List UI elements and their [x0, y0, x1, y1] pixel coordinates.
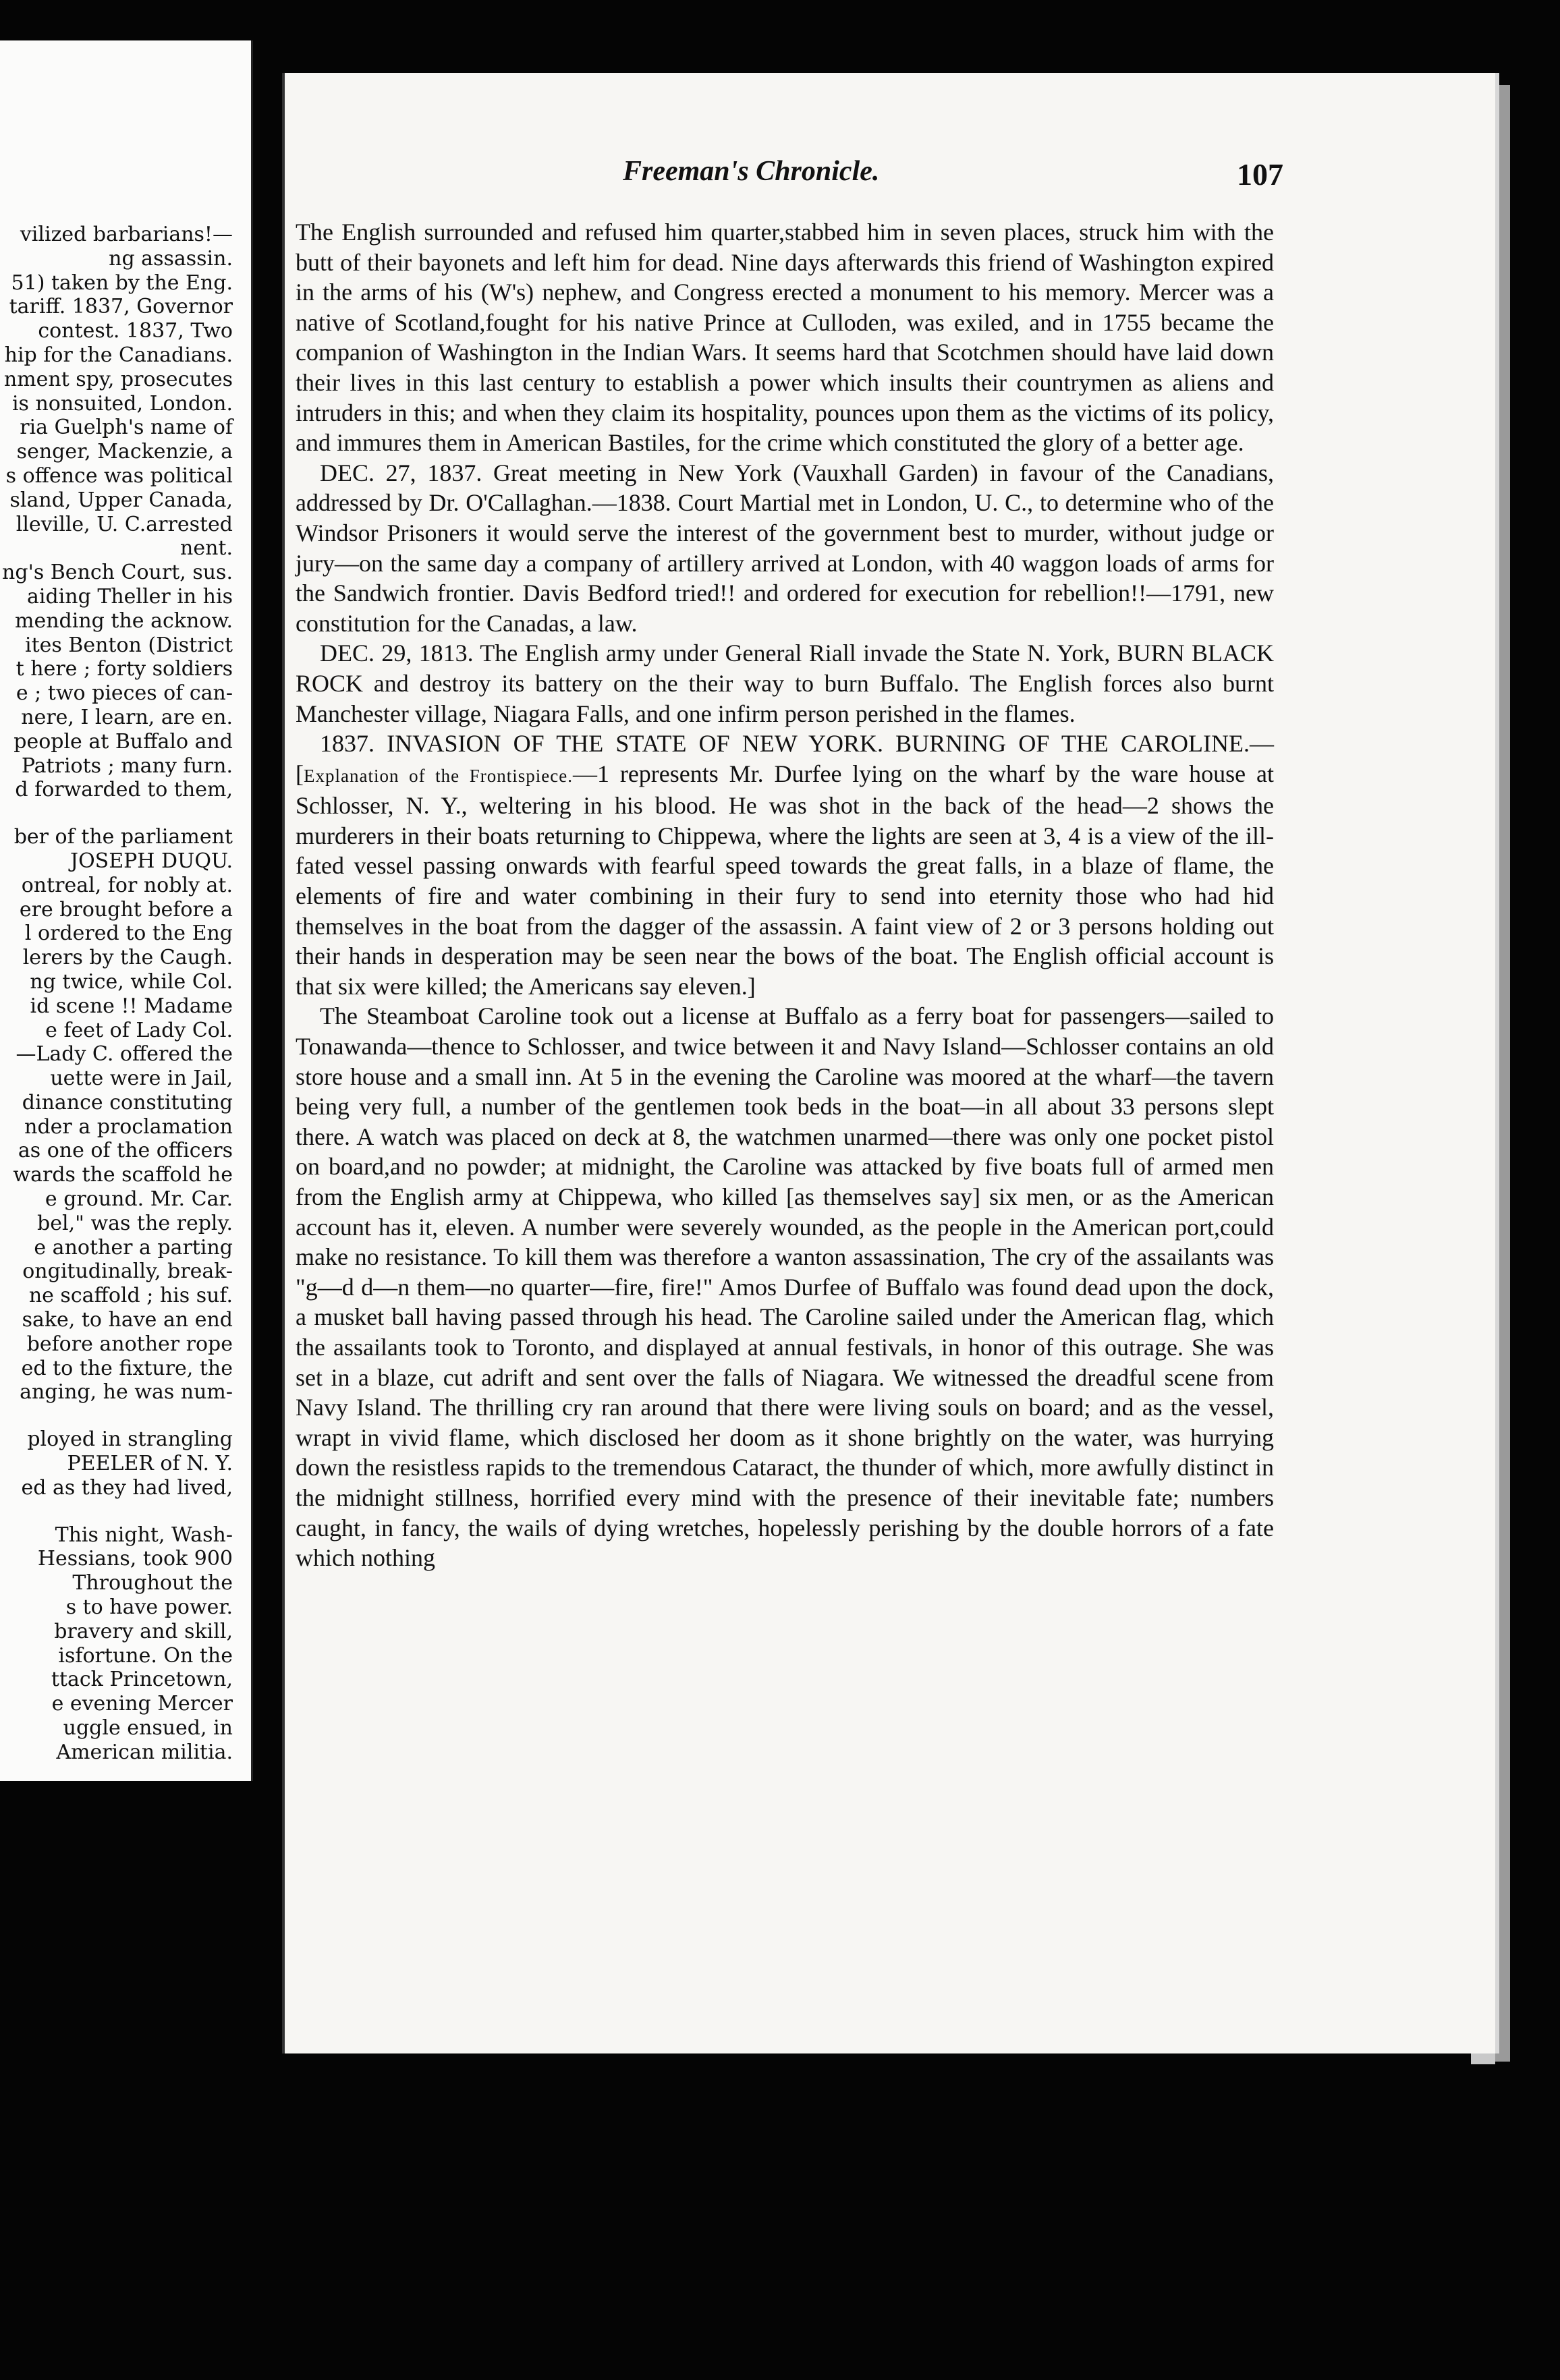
page-number: 107	[1237, 157, 1283, 192]
left-page-line: Hessians, took 900	[37, 1547, 233, 1571]
left-page-line: as one of the officers	[18, 1139, 233, 1163]
left-page-line: ng's Bench Court, sus.	[2, 561, 233, 585]
left-page-line: e feet of Lady Col.	[45, 1018, 233, 1042]
left-page-line: nder a proclamation	[24, 1114, 233, 1139]
left-page-line: e evening Mercer	[51, 1692, 233, 1716]
left-page-line: is nonsuited, London.	[11, 391, 233, 416]
left-page-line: ere brought before a	[19, 897, 233, 922]
paragraph-dec-27-1837: DEC. 27, 1837. Great meeting in New York (Vauxhall Garden) in favour of the Canadians, addressed by Dr. O'Callaghan.—1838. Court Martial met in London, U. C., to determine who of the Windsor Prisoners it would serve the interest of the government best to murder, without judge or jury—on the same day a company of artillery arrived at London, with 40 waggon loads of arms for the Sandwich frontier. Davis Bedford tried!! and ordered for execution for rebellion!!—1791, new constitution for the Canadas, a law.	[296, 459, 1274, 637]
left-page-line: ed to the fixture, the	[21, 1356, 233, 1380]
left-page-line: PEELER of N. Y.	[67, 1452, 233, 1476]
left-page-line: ria Guelph's name of	[20, 416, 233, 440]
left-page-line: dinance constituting	[22, 1090, 233, 1114]
paragraph-steamboat-caroline: The Steamboat Caroline took out a license at Buffalo as a ferry boat for passengers—sailed to Tonawanda—thence to Schlosser, and twice between it and Navy Island—Schlosser contains an old store house and a small inn. At 5 in the evening the Caroline was moored at the wharf—the tavern being very full, a number of the gentlemen took beds in the boat—in all about 33 persons slept there. A watch was placed on deck at 8, the watchmen unarmed—there was only one pocket pistol on board,and no powder; at midnight, the Caroline was attacked by five boats full of armed men from the English army at Chippewa, who killed [as themselves say] six men, or as the American account has it, eleven. A number were severely wounded, as the people in the American port,could make no resistance. To kill them was therefore a wanton assassination, The cry of the assailants was "g—d d—n them—no quarter—fire, fire!" Amos Durfee of Buffalo was found dead upon the dock, a musket ball having passed through his head. The Caroline sailed under the American flag, which the assailants took to Toronto, and displayed at annual festivals, in honor of this outrage. She was set in a blaze, cut adrift and sent over the falls of Niagara. We witnessed the dreadful scene from Navy Island. The thrilling cry ran around that there were living souls on board; and as the vessel, wrapt in vivid flame, which disclosed her doom as it shone brightly on the water, was hurrying down the resistless rapids to the tremendous Cataract, the thunder of which, more awfully distinct in the midnight stillness, horrified every mind with the presence of their inevitable fate; numbers caught, in fancy, the wails of dying wretches, hopelessly perishing by the double horrors of a fate which nothing	[296, 1002, 1274, 1572]
left-page-line: lerers by the Caugh.	[22, 946, 233, 970]
left-page-line: This night, Wash-	[55, 1523, 233, 1547]
left-page-line: ng assassin.	[109, 246, 233, 271]
left-page-line: ployed in strangling	[27, 1427, 233, 1452]
left-page-line: senger, Mackenzie, a	[16, 440, 233, 464]
left-page-line: id scene !! Madame	[30, 994, 233, 1018]
left-page-line: mending the acknow.	[15, 608, 233, 633]
left-page-line: 51) taken by the Eng.	[11, 271, 233, 295]
left-page-line: uette were in Jail,	[50, 1067, 233, 1091]
left-page-line: tariff. 1837, Governor	[9, 295, 233, 319]
left-page-line: nent.	[180, 536, 233, 561]
left-page-line: wards the scaffold he	[13, 1163, 233, 1187]
left-page-line: anging, he was num-	[20, 1380, 233, 1405]
left-page-fragment	[0, 40, 253, 1781]
left-page-line: nere, I learn, are en.	[21, 705, 233, 729]
left-page-line: contest. 1837, Two	[38, 319, 233, 343]
page-header	[282, 150, 1497, 190]
left-page-line: lleville, U. C.arrested	[16, 512, 233, 536]
left-page-line: ttack Princetown,	[51, 1668, 233, 1692]
left-page-line: people at Buffalo and	[13, 729, 233, 754]
left-page-line: uggle ensued, in	[63, 1716, 233, 1740]
left-page-line: before another rope	[26, 1332, 233, 1356]
left-page-line: bel," was the reply.	[37, 1211, 233, 1235]
left-page-line: sland, Upper Canada,	[9, 488, 233, 512]
left-page-line: aiding Theller in his	[26, 584, 233, 608]
running-title: Freeman's Chronicle.	[623, 156, 880, 187]
left-page-line: e another a parting	[34, 1235, 233, 1259]
left-page-line: JOSEPH DUQU.	[70, 849, 233, 873]
left-page-line: vilized barbarians!—	[20, 223, 233, 246]
paragraph-invasion-caroline	[296, 729, 1274, 1001]
left-page-line: ber of the parliament	[13, 825, 233, 849]
frontispiece-explanation: —1 represents Mr. Durfee lying on the wharf by the ware house at Schlosser, N. Y., weltering in his blood. He was shot in the back of the head—2 shows the murderers in their boats returning to Chippewa, where the lights are seen at 3, 4 is a view of the ill-fated vessel passing onwards with fearful speed towards the great falls, in a blaze of flame, the elements of fire and water combining in their fury to send into eternity those who had hid themselves in the boat from the dagger of the assassin. A faint view of 2 or 3 persons holding out their hands in desperation may be seen near the bows of the boat. The English official account is that six were killed; the Americans say eleven.]	[296, 760, 1274, 1000]
left-page-line: d forwarded to them,	[15, 778, 233, 802]
left-page-line: Patriots ; many furn.	[21, 754, 233, 778]
left-page-line: —Lady C. offered the	[16, 1042, 233, 1067]
left-page-line: ongitudinally, break-	[22, 1259, 233, 1284]
left-page-line: Throughout the	[72, 1571, 233, 1595]
left-page-line: t here ; forty soldiers	[16, 657, 233, 681]
left-page-line: ontreal, for nobly at.	[21, 873, 233, 897]
left-page-line: e ground. Mr. Car.	[45, 1187, 233, 1212]
paragraph-dec-29-1813: DEC. 29, 1813. The English army under General Riall invade the State N. York, BURN BLACK ROCK and destroy its battery on the their way to burn Buffalo. The English forces also burnt Manchester village, Niagara Falls, and one infirm person perished in the flames.	[296, 640, 1274, 727]
left-page-line: s offence was political	[5, 463, 233, 488]
left-page-line: ites Benton (District	[24, 633, 233, 657]
page-body	[296, 217, 1274, 1573]
left-page-text	[0, 223, 233, 1765]
left-page-line: l ordered to the Eng	[24, 922, 233, 946]
left-page-line: hip for the Canadians.	[4, 343, 233, 367]
left-page-line: ne scaffold ; his suf.	[28, 1284, 233, 1308]
left-page-line: ed as they had lived,	[21, 1475, 233, 1500]
left-page-line	[0, 802, 233, 825]
left-page-line: ng twice, while Col.	[30, 969, 233, 994]
left-page-line	[0, 1405, 233, 1427]
left-page-line: s to have power.	[65, 1595, 233, 1620]
left-page-line: American militia.	[56, 1740, 233, 1764]
paragraph-mercer: The English surrounded and refused him quarter,stabbed him in seven places, struck him with the butt of their bayonets and left him for dead. Nine days afterwards this friend of Washington expired in the arms of his (W's) nephew, and Congress erected a monument to his memory. Mercer was a native of Scotland,fought for his native Prince at Culloden, was exiled, and in 1755 became the companion of Washington in the Indian Wars. It seems hard that Scotchmen should have laid down their lives in this last century to establish a power which insults their countrymen as aliens and intruders in this; and when they claim its hospitality, pounces upon them as the victims of its policy, and immures them in American Bastiles, for the crime which constituted the glory of a better age.	[296, 219, 1274, 457]
left-page-line: sake, to have an end	[22, 1308, 233, 1332]
left-page-line: e ; two pieces of can-	[16, 681, 233, 706]
left-page-line: isfortune. On the	[58, 1643, 233, 1668]
frontispiece-label: Explanation of the Frontispiece.	[304, 765, 573, 786]
left-page-line	[0, 1500, 233, 1523]
left-page-line: bravery and skill,	[54, 1619, 233, 1643]
left-page-line: nment spy, prosecutes	[3, 367, 233, 391]
invasion-heading: 1837. INVASION OF THE STATE OF NEW YORK. BURNING OF THE CAROLINE.—[	[296, 730, 1274, 787]
